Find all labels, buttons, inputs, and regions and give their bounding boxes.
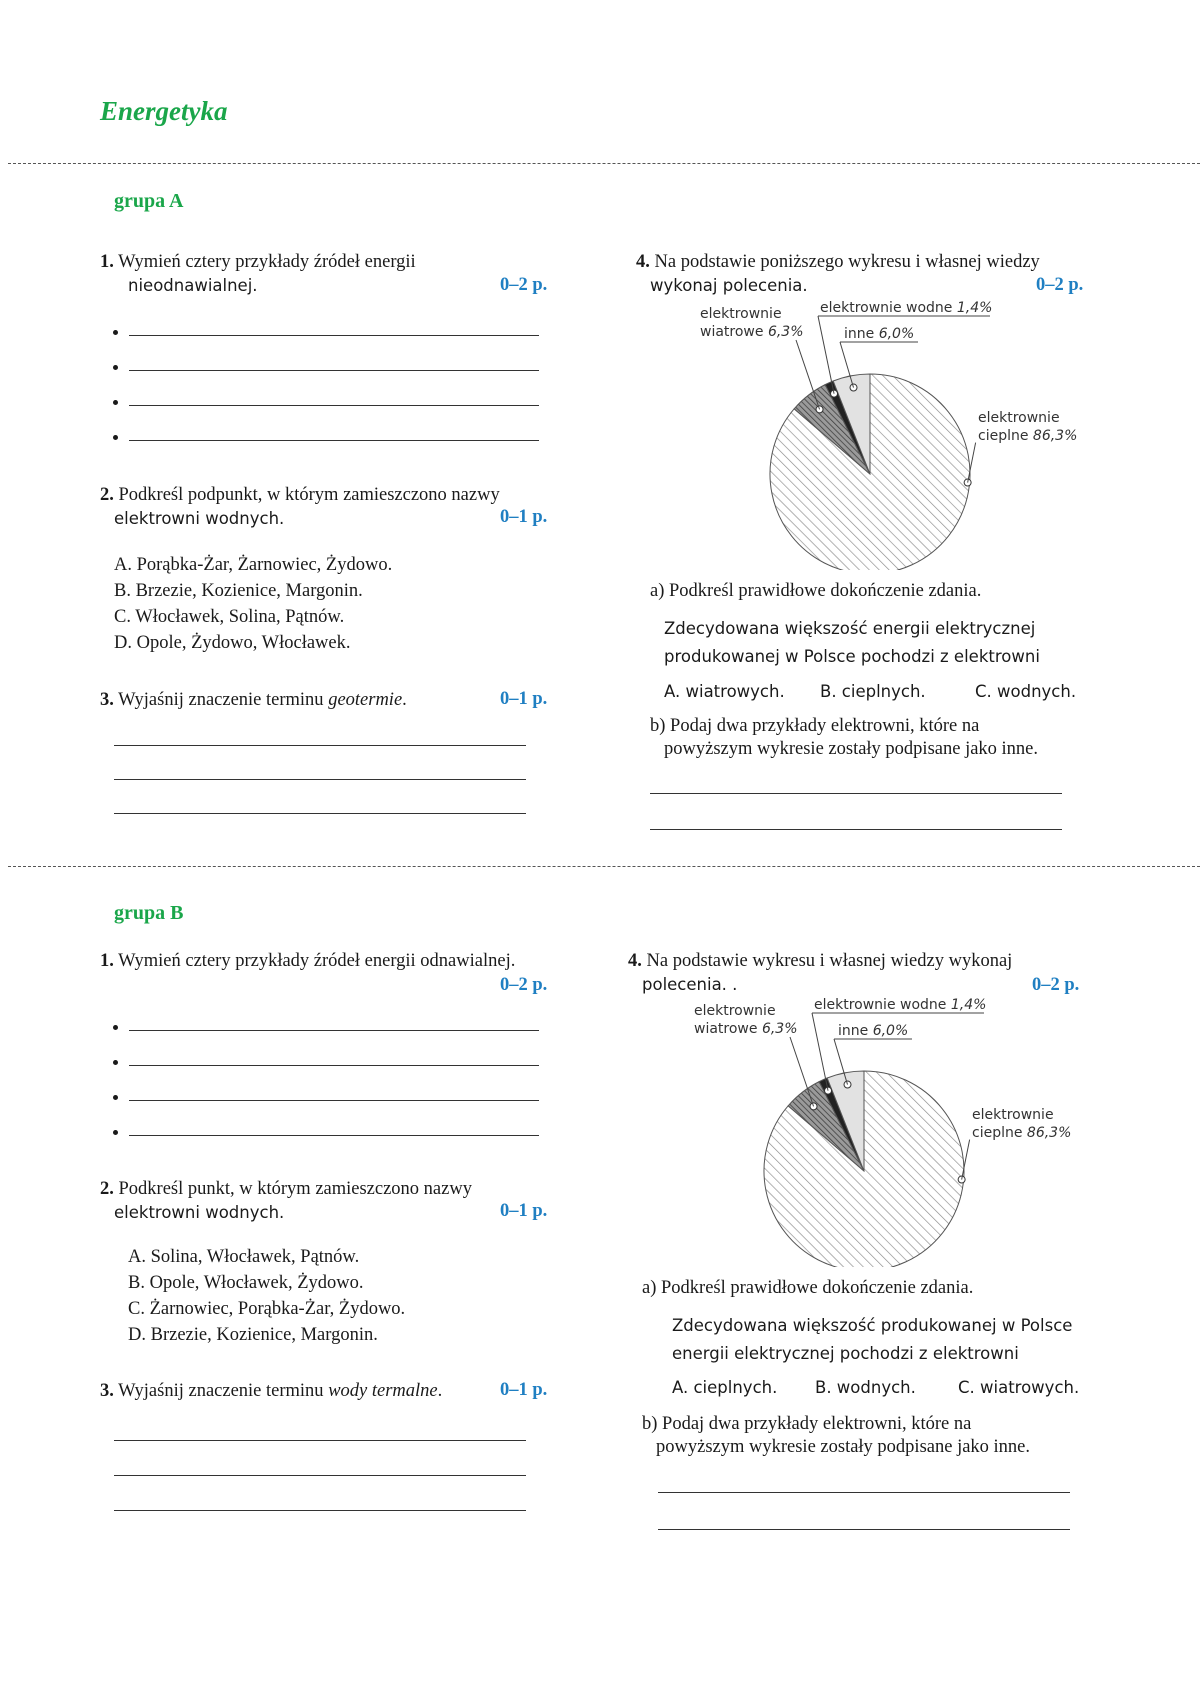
- option-b[interactable]: B. Opole, Włocławek, Żydowo.: [128, 1273, 364, 1293]
- question-text: Na podstawie poniższego wykresu i własnej wiedzy: [654, 252, 1040, 272]
- sentence-line-2: energii elektrycznej pochodzi z elektrowni: [672, 1344, 1019, 1363]
- points-badge: 0–2 p.: [500, 275, 548, 295]
- question-period: .: [437, 1381, 443, 1401]
- question-number: 1.: [100, 252, 114, 272]
- label-wiatrowe-value: 6,3%: [761, 1021, 798, 1037]
- label-wodne-value: 1,4%: [956, 300, 993, 316]
- answer-line[interactable]: [114, 1440, 526, 1441]
- option-a[interactable]: A. Porąbka-Żar, Żarnowiec, Żydowo.: [114, 555, 393, 575]
- task-a-label: a) Podkreśl prawidłowe dokończenie zdania.: [650, 581, 982, 601]
- question-text: Podkreśl podpunkt, w którym zamieszczono nazwy: [118, 485, 500, 505]
- answer-line[interactable]: [650, 829, 1062, 830]
- pie-chart-a: [700, 298, 1100, 570]
- label-wiatrowe-line1: elektrownie: [700, 306, 782, 322]
- leader-line-wodne: [812, 1013, 828, 1091]
- choice-b[interactable]: B. cieplnych.: [820, 682, 926, 701]
- group-a-heading: grupa A: [114, 190, 184, 212]
- label-wiatrowe-line1: elektrownie: [694, 1003, 776, 1019]
- answer-line[interactable]: [658, 1492, 1070, 1493]
- answer-line[interactable]: [114, 745, 526, 746]
- pie-chart-b: [694, 995, 1094, 1267]
- task-b-label: [650, 715, 1038, 761]
- dashed-divider: [8, 163, 1200, 164]
- label-inne: inne 6,0%: [838, 1023, 909, 1039]
- question-number: 2.: [100, 1179, 114, 1199]
- answer-list-a: [113, 325, 543, 450]
- task-b-line1: b) Podaj dwa przykłady elektrowni, które na: [642, 1414, 972, 1434]
- group-a-question-4: [636, 251, 1096, 298]
- question-number: 4.: [636, 252, 650, 272]
- group-b-question-3: [100, 1380, 442, 1403]
- label-wiatrowe-line2: wiatrowe 6,3%: [694, 1021, 798, 1037]
- question-number: 1.: [100, 951, 114, 971]
- sentence-line-1: Zdecydowana większość produkowanej w Polsce: [672, 1316, 1073, 1335]
- answer-line[interactable]: [658, 1529, 1070, 1530]
- label-wodne: elektrownie wodne 1,4%: [820, 300, 993, 316]
- question-number: 3.: [100, 1381, 114, 1401]
- points-badge: 0–1 p.: [500, 507, 548, 527]
- task-a-label: a) Podkreśl prawidłowe dokończenie zdania.: [642, 1278, 974, 1298]
- choice-c[interactable]: C. wodnych.: [975, 682, 1077, 701]
- label-cieplne-line2: cieplne 86,3%: [978, 428, 1078, 444]
- label-wodne: elektrownie wodne 1,4%: [814, 997, 987, 1013]
- page-title: Energetyka: [100, 96, 228, 126]
- choice-b[interactable]: B. wodnych.: [815, 1378, 916, 1397]
- label-cieplne-line1: elektrownie: [972, 1107, 1054, 1123]
- label-cieplne-value: 86,3%: [1032, 428, 1078, 444]
- slice-marker-wiatrowe: [816, 406, 823, 413]
- question-text: Wyjaśnij znaczenie terminu: [118, 1381, 324, 1401]
- label-inne-value: 6,0%: [872, 1023, 909, 1039]
- question-text-line2: elektrowni wodnych.: [114, 1203, 285, 1222]
- points-badge: 0–1 p.: [500, 1201, 548, 1221]
- points-badge: 0–1 p.: [500, 689, 548, 709]
- question-number: 4.: [628, 951, 642, 971]
- points-badge: 0–2 p.: [1032, 975, 1080, 995]
- sentence-line-2: produkowanej w Polsce pochodzi z elektrowni: [664, 647, 1040, 666]
- label-inne: inne 6,0%: [844, 326, 915, 342]
- option-d[interactable]: D. Opole, Żydowo, Włocławek.: [114, 633, 351, 653]
- answer-line[interactable]: [113, 1055, 543, 1075]
- question-number: 2.: [100, 485, 114, 505]
- label-wiatrowe-line2: wiatrowe 6,3%: [700, 324, 804, 340]
- question-text-line2: polecenia. .: [642, 975, 738, 994]
- task-b-label: [642, 1413, 1030, 1459]
- question-period: .: [402, 690, 407, 710]
- option-d[interactable]: D. Brzezie, Kozienice, Margonin.: [128, 1325, 378, 1345]
- question-text: Podkreśl punkt, w którym zamieszczono nazwy: [118, 1179, 472, 1199]
- choice-a[interactable]: A. wiatrowych.: [664, 682, 785, 701]
- question-text: Wymień cztery przykłady źródeł energii odnawialnej.: [118, 951, 516, 971]
- label-cieplne-line2: cieplne 86,3%: [972, 1125, 1072, 1141]
- question-text: Wymień cztery przykłady źródeł energii: [118, 252, 416, 272]
- choice-c[interactable]: C. wiatrowych.: [958, 1378, 1080, 1397]
- group-b-heading: grupa B: [114, 902, 184, 924]
- question-term: geotermie: [328, 690, 403, 710]
- points-badge: 0–2 p.: [1036, 275, 1084, 295]
- question-text: Wyjaśnij znaczenie terminu: [118, 690, 324, 710]
- choice-a[interactable]: A. cieplnych.: [672, 1378, 778, 1397]
- points-badge: 0–2 p.: [500, 975, 548, 995]
- answer-line[interactable]: [113, 430, 543, 450]
- group-b-question-4: [628, 950, 1098, 997]
- answer-line[interactable]: [114, 1510, 526, 1511]
- question-number: 3.: [100, 690, 114, 710]
- label-cieplne-line1: elektrownie: [978, 410, 1060, 426]
- group-a-question-2: [100, 484, 560, 531]
- group-a-question-1: [100, 251, 560, 298]
- question-text: Na podstawie wykresu i własnej wiedzy wykonaj: [646, 951, 1013, 971]
- leader-line-wodne: [818, 316, 834, 394]
- answer-line[interactable]: [114, 779, 526, 780]
- sentence-block: [672, 1312, 1072, 1368]
- task-b-line1: b) Podaj dwa przykłady elektrowni, które na: [650, 716, 980, 736]
- label-wodne-value: 1,4%: [950, 997, 987, 1013]
- task-b-line2: powyższym wykresie zostały podpisane jako inne.: [656, 1437, 1031, 1457]
- dashed-divider: [8, 866, 1200, 867]
- label-cieplne-value: 86,3%: [1026, 1125, 1072, 1141]
- answer-line[interactable]: [113, 1090, 543, 1110]
- answer-list-b: [113, 1020, 543, 1145]
- question-text-line2: elektrowni wodnych.: [114, 509, 285, 528]
- question-term: wody termalne: [328, 1381, 438, 1401]
- sentence-block: [664, 615, 1040, 671]
- option-b[interactable]: B. Brzezie, Kozienice, Margonin.: [114, 581, 363, 601]
- points-badge: 0–1 p.: [500, 1380, 548, 1400]
- question-text-line2: wykonaj polecenia.: [650, 276, 808, 295]
- answer-line[interactable]: [114, 813, 526, 814]
- option-list-b: [128, 1244, 405, 1348]
- answer-line[interactable]: [113, 1020, 543, 1040]
- answer-line[interactable]: [650, 793, 1062, 794]
- answer-line[interactable]: [113, 325, 543, 345]
- option-a[interactable]: A. Solina, Włocławek, Pątnów.: [128, 1247, 360, 1267]
- answer-line[interactable]: [113, 1125, 543, 1145]
- option-c[interactable]: C. Włocławek, Solina, Pątnów.: [114, 607, 345, 627]
- sentence-line-1: Zdecydowana większość energii elektrycznej: [664, 619, 1036, 638]
- group-a-question-3: [100, 689, 407, 712]
- group-b-question-1: [100, 950, 570, 973]
- label-wiatrowe-value: 6,3%: [767, 324, 804, 340]
- question-text-line2: nieodnawialnej.: [128, 276, 258, 295]
- label-inne-value: 6,0%: [878, 326, 915, 342]
- option-list-a: [114, 552, 392, 656]
- task-b-line2: powyższym wykresie zostały podpisane jako inne.: [664, 739, 1039, 759]
- answer-line[interactable]: [114, 1475, 526, 1476]
- answer-line[interactable]: [113, 360, 543, 380]
- option-c[interactable]: C. Żarnowiec, Porąbka-Żar, Żydowo.: [128, 1299, 406, 1319]
- answer-line[interactable]: [113, 395, 543, 415]
